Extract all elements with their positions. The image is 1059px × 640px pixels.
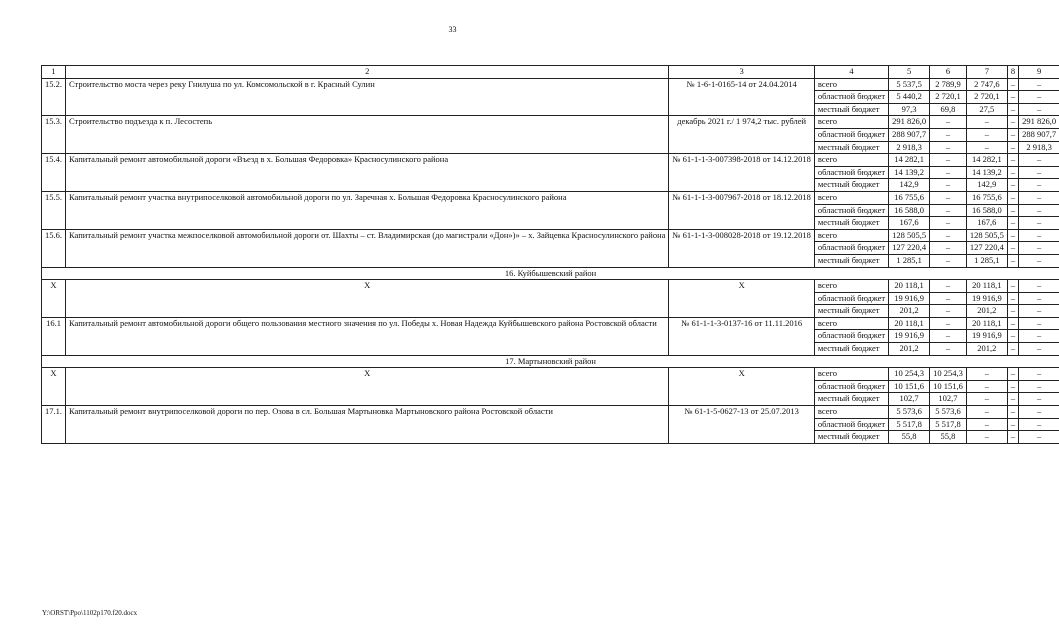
item-number: 15.5. bbox=[42, 191, 66, 229]
year-value: 69,8 bbox=[930, 103, 967, 116]
year-value: – bbox=[930, 229, 967, 242]
year-value: – bbox=[1007, 78, 1018, 91]
year-value: – bbox=[966, 406, 1007, 419]
year-value: 5 517,8 bbox=[930, 418, 967, 431]
year-value: 10 151,6 bbox=[930, 380, 967, 393]
document-ref: декабрь 2021 г./ 1 974,2 тыс. рублей bbox=[669, 116, 815, 154]
funding-source: местный бюджет bbox=[814, 343, 888, 356]
year-value: – bbox=[930, 317, 967, 330]
total-amount: 14 139,2 bbox=[889, 166, 930, 179]
document-ref: № 61-1-1-3-0137-16 от 11.11.2016 bbox=[669, 317, 815, 355]
total-amount: 5 517,8 bbox=[889, 418, 930, 431]
year-value: – bbox=[930, 191, 967, 204]
year-value: 2 720,1 bbox=[930, 91, 967, 104]
funding-source: местный бюджет bbox=[814, 103, 888, 116]
item-number: Х bbox=[42, 280, 66, 318]
funding-source: всего bbox=[814, 280, 888, 293]
col-header-9: 9 bbox=[1019, 66, 1059, 79]
year-value: – bbox=[1019, 330, 1059, 343]
total-amount: 19 916,9 bbox=[889, 292, 930, 305]
year-value: – bbox=[966, 128, 1007, 141]
funding-source: местный бюджет bbox=[814, 179, 888, 192]
year-value: – bbox=[930, 242, 967, 255]
total-amount: 5 573,6 bbox=[889, 406, 930, 419]
section-title: 17. Мартыновский район bbox=[42, 355, 1059, 368]
year-value: – bbox=[1019, 154, 1059, 167]
total-amount: 10 151,6 bbox=[889, 380, 930, 393]
year-value: – bbox=[1007, 166, 1018, 179]
year-value: – bbox=[1007, 154, 1018, 167]
year-value: 16 588,0 bbox=[966, 204, 1007, 217]
item-number: Х bbox=[42, 368, 66, 406]
year-value: 128 505,5 bbox=[966, 229, 1007, 242]
year-value: – bbox=[930, 204, 967, 217]
year-value: – bbox=[1007, 292, 1018, 305]
year-value: – bbox=[930, 280, 967, 293]
section-title: 16. Куйбышевский район bbox=[42, 267, 1059, 280]
funding-source: областной бюджет bbox=[814, 242, 888, 255]
project-name: Х bbox=[66, 368, 669, 406]
total-amount: 14 282,1 bbox=[889, 154, 930, 167]
year-value: 19 916,9 bbox=[966, 330, 1007, 343]
document-ref: № 61-1-1-3-007398-2018 от 14.12.2018 bbox=[669, 154, 815, 192]
year-value: – bbox=[1007, 330, 1018, 343]
total-amount: 19 916,9 bbox=[889, 330, 930, 343]
funding-source: местный бюджет bbox=[814, 141, 888, 154]
year-value: – bbox=[1019, 393, 1059, 406]
year-value: – bbox=[1019, 229, 1059, 242]
total-amount: 201,2 bbox=[889, 305, 930, 318]
year-value: – bbox=[1007, 418, 1018, 431]
funding-source: местный бюджет bbox=[814, 431, 888, 444]
funding-source: всего bbox=[814, 154, 888, 167]
year-value: – bbox=[966, 116, 1007, 129]
year-value: – bbox=[930, 166, 967, 179]
year-value: 2 918,3 bbox=[1019, 141, 1059, 154]
year-value: – bbox=[966, 393, 1007, 406]
year-value: 20 118,1 bbox=[966, 317, 1007, 330]
year-value: – bbox=[966, 368, 1007, 381]
year-value: – bbox=[966, 141, 1007, 154]
project-name: Капитальный ремонт участка внутрипоселковой автомобильной дороги по ул. Заречная х. Большая Федоровка Красносулинского района bbox=[66, 191, 669, 229]
year-value: – bbox=[930, 128, 967, 141]
year-value: – bbox=[1007, 305, 1018, 318]
funding-table bbox=[41, 65, 1059, 444]
funding-source: всего bbox=[814, 229, 888, 242]
project-name: Капитальный ремонт автомобильной дороги «Въезд в х. Большая Федоровка» Красносулинского района bbox=[66, 154, 669, 192]
year-value: – bbox=[1007, 431, 1018, 444]
year-value: – bbox=[1007, 91, 1018, 104]
col-header-5: 5 bbox=[889, 66, 930, 79]
total-amount: 16 588,0 bbox=[889, 204, 930, 217]
total-amount: 128 505,5 bbox=[889, 229, 930, 242]
year-value: – bbox=[1007, 406, 1018, 419]
table-row bbox=[42, 280, 1059, 293]
year-value: – bbox=[966, 380, 1007, 393]
year-value: – bbox=[1019, 103, 1059, 116]
file-path-footer: Y:\ORST\Ppo\1102p170.f20.docx bbox=[42, 609, 138, 617]
year-value: 27,5 bbox=[966, 103, 1007, 116]
column-number-row bbox=[42, 66, 1059, 79]
year-value: – bbox=[1019, 179, 1059, 192]
year-value: – bbox=[1019, 204, 1059, 217]
col-header-6: 6 bbox=[930, 66, 967, 79]
funding-source: всего bbox=[814, 191, 888, 204]
year-value: – bbox=[1019, 317, 1059, 330]
year-value: – bbox=[930, 305, 967, 318]
total-amount: 16 755,6 bbox=[889, 191, 930, 204]
table-row bbox=[42, 191, 1059, 204]
year-value: 127 220,4 bbox=[966, 242, 1007, 255]
project-name: Строительство моста через реку Гнилуша по ул. Комсомольской в г. Красный Сулин bbox=[66, 78, 669, 116]
year-value: 14 282,1 bbox=[966, 154, 1007, 167]
year-value: – bbox=[1019, 368, 1059, 381]
total-amount: 167,6 bbox=[889, 217, 930, 230]
year-value: – bbox=[1019, 166, 1059, 179]
year-value: – bbox=[1007, 128, 1018, 141]
total-amount: 20 118,1 bbox=[889, 317, 930, 330]
total-amount: 102,7 bbox=[889, 393, 930, 406]
funding-source: местный бюджет bbox=[814, 305, 888, 318]
col-header-2: 2 bbox=[66, 66, 669, 79]
table-row bbox=[42, 78, 1059, 91]
funding-source: областной бюджет bbox=[814, 292, 888, 305]
document-ref: Х bbox=[669, 280, 815, 318]
year-value: 16 755,6 bbox=[966, 191, 1007, 204]
total-amount: 10 254,3 bbox=[889, 368, 930, 381]
year-value: 288 907,7 bbox=[1019, 128, 1059, 141]
year-value: – bbox=[930, 330, 967, 343]
year-value: 102,7 bbox=[930, 393, 967, 406]
funding-source: областной бюджет bbox=[814, 204, 888, 217]
year-value: 10 254,3 bbox=[930, 368, 967, 381]
year-value: – bbox=[1019, 292, 1059, 305]
funding-source: всего bbox=[814, 116, 888, 129]
col-header-8: 8 bbox=[1007, 66, 1018, 79]
table-row bbox=[42, 406, 1059, 419]
table-row bbox=[42, 229, 1059, 242]
year-value: 5 573,6 bbox=[930, 406, 967, 419]
table-row bbox=[42, 116, 1059, 129]
year-value: – bbox=[1019, 406, 1059, 419]
funding-source: всего bbox=[814, 368, 888, 381]
year-value: – bbox=[1019, 418, 1059, 431]
total-amount: 142,9 bbox=[889, 179, 930, 192]
funding-source: всего bbox=[814, 406, 888, 419]
year-value: – bbox=[930, 116, 967, 129]
total-amount: 97,3 bbox=[889, 103, 930, 116]
funding-source: местный бюджет bbox=[814, 393, 888, 406]
year-value: – bbox=[1019, 280, 1059, 293]
funding-source: местный бюджет bbox=[814, 217, 888, 230]
project-name: Капитальный ремонт автомобильной дороги общего пользования местного значения по ул. Победы х. Новая Надежда Куйбышевского района Ростовской области bbox=[66, 317, 669, 355]
year-value: 201,2 bbox=[966, 305, 1007, 318]
year-value: – bbox=[1007, 191, 1018, 204]
year-value: – bbox=[1007, 280, 1018, 293]
item-number: 16.1 bbox=[42, 317, 66, 355]
year-value: – bbox=[1007, 317, 1018, 330]
year-value: – bbox=[930, 292, 967, 305]
total-amount: 20 118,1 bbox=[889, 280, 930, 293]
document-ref: № 61-1-1-3-008028-2018 от 19.12.2018 bbox=[669, 229, 815, 267]
year-value: – bbox=[930, 217, 967, 230]
year-value: – bbox=[1007, 141, 1018, 154]
col-header-3: 3 bbox=[669, 66, 815, 79]
col-header-1: 1 bbox=[42, 66, 66, 79]
document-ref: № 1-6-1-0165-14 от 24.04.2014 bbox=[669, 78, 815, 116]
total-amount: 5 440,2 bbox=[889, 91, 930, 104]
funding-source: областной бюджет bbox=[814, 418, 888, 431]
year-value: – bbox=[930, 179, 967, 192]
year-value: – bbox=[1019, 305, 1059, 318]
year-value: – bbox=[966, 431, 1007, 444]
year-value: – bbox=[930, 141, 967, 154]
section-row bbox=[42, 267, 1059, 280]
year-value: – bbox=[1019, 343, 1059, 356]
total-amount: 1 285,1 bbox=[889, 254, 930, 267]
funding-source: областной бюджет bbox=[814, 166, 888, 179]
funding-source: областной бюджет bbox=[814, 380, 888, 393]
funding-source: областной бюджет bbox=[814, 128, 888, 141]
item-number: 15.2. bbox=[42, 78, 66, 116]
year-value: – bbox=[1019, 380, 1059, 393]
year-value: 201,2 bbox=[966, 343, 1007, 356]
year-value: – bbox=[1007, 242, 1018, 255]
year-value: – bbox=[1019, 431, 1059, 444]
year-value: – bbox=[1007, 229, 1018, 242]
funding-source: всего bbox=[814, 317, 888, 330]
year-value: 291 826,0 bbox=[1019, 116, 1059, 129]
year-value: – bbox=[1007, 393, 1018, 406]
document-ref: № 61-1-1-3-007967-2018 от 18.12.2018 bbox=[669, 191, 815, 229]
year-value: – bbox=[930, 343, 967, 356]
year-value: – bbox=[930, 254, 967, 267]
project-name: Капитальный ремонт участка межпоселковой автомобильной дороги от. Шахты – ст. Владимирская (до магистрали «Дон»)» – х. Зайцевка Красносулинского района bbox=[66, 229, 669, 267]
project-name: Х bbox=[66, 280, 669, 318]
year-value: 1 285,1 bbox=[966, 254, 1007, 267]
year-value: – bbox=[1019, 242, 1059, 255]
year-value: – bbox=[1007, 217, 1018, 230]
total-amount: 127 220,4 bbox=[889, 242, 930, 255]
year-value: – bbox=[1007, 254, 1018, 267]
year-value: 142,9 bbox=[966, 179, 1007, 192]
item-number: 15.4. bbox=[42, 154, 66, 192]
funding-source: областной бюджет bbox=[814, 330, 888, 343]
document-ref: № 61-1-5-0627-13 от 25.07.2013 bbox=[669, 406, 815, 444]
year-value: – bbox=[930, 154, 967, 167]
total-amount: 55,8 bbox=[889, 431, 930, 444]
year-value: 19 916,9 bbox=[966, 292, 1007, 305]
table-row bbox=[42, 154, 1059, 167]
total-amount: 2 918,3 bbox=[889, 141, 930, 154]
year-value: – bbox=[1007, 204, 1018, 217]
year-value: – bbox=[966, 418, 1007, 431]
year-value: 14 139,2 bbox=[966, 166, 1007, 179]
item-number: 17.1. bbox=[42, 406, 66, 444]
year-value: – bbox=[1019, 254, 1059, 267]
total-amount: 5 537,5 bbox=[889, 78, 930, 91]
item-number: 15.3. bbox=[42, 116, 66, 154]
page-number: 33 bbox=[448, 25, 457, 34]
project-name: Строительство подъезда к п. Лесостепь bbox=[66, 116, 669, 154]
total-amount: 291 826,0 bbox=[889, 116, 930, 129]
year-value: – bbox=[1019, 191, 1059, 204]
year-value: – bbox=[1019, 78, 1059, 91]
funding-source: всего bbox=[814, 78, 888, 91]
table-row bbox=[42, 317, 1059, 330]
table-row bbox=[42, 368, 1059, 381]
col-header-4: 4 bbox=[814, 66, 888, 79]
table-body bbox=[42, 66, 1059, 444]
year-value: – bbox=[1007, 343, 1018, 356]
year-value: – bbox=[1007, 103, 1018, 116]
total-amount: 201,2 bbox=[889, 343, 930, 356]
section-row bbox=[42, 355, 1059, 368]
year-value: – bbox=[1007, 179, 1018, 192]
year-value: – bbox=[1007, 116, 1018, 129]
year-value: – bbox=[1019, 217, 1059, 230]
year-value: 2 789,9 bbox=[930, 78, 967, 91]
item-number: 15.6. bbox=[42, 229, 66, 267]
year-value: 55,8 bbox=[930, 431, 967, 444]
document-ref: Х bbox=[669, 368, 815, 406]
funding-source: местный бюджет bbox=[814, 254, 888, 267]
year-value: 20 118,1 bbox=[966, 280, 1007, 293]
col-header-7: 7 bbox=[966, 66, 1007, 79]
funding-source: областной бюджет bbox=[814, 91, 888, 104]
year-value: 2 720,1 bbox=[966, 91, 1007, 104]
project-name: Капитальный ремонт внутрипоселковой дороги по пер. Озова в сл. Большая Мартыновка Мартыновского района Ростовской области bbox=[66, 406, 669, 444]
year-value: 2 747,6 bbox=[966, 78, 1007, 91]
total-amount: 288 907,7 bbox=[889, 128, 930, 141]
year-value: – bbox=[1007, 368, 1018, 381]
year-value: 167,6 bbox=[966, 217, 1007, 230]
year-value: – bbox=[1007, 380, 1018, 393]
year-value: – bbox=[1019, 91, 1059, 104]
